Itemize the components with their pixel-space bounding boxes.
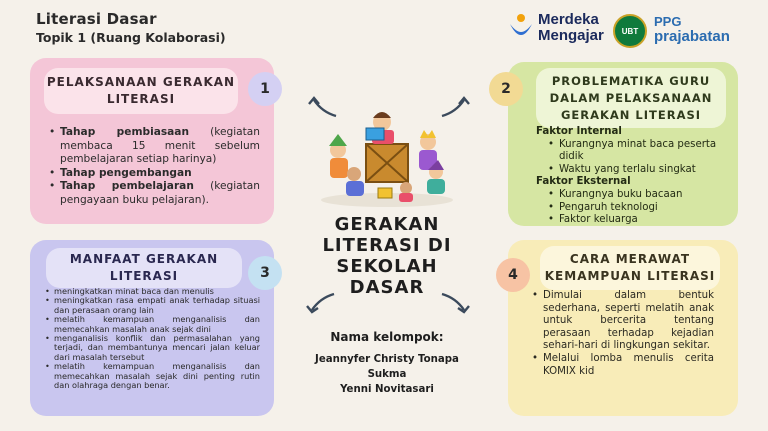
faktor-eksternal-label: Faktor Eksternal bbox=[536, 176, 631, 188]
list-item: • Tahap pembiasaan (kegiatan membaca 15 menit sebelum pembelajaran setiap harinya) bbox=[48, 126, 260, 167]
panel-manfaat bbox=[30, 240, 274, 416]
list-item: • meningkatkan minat baca dan menulis bbox=[44, 287, 260, 296]
faktor-internal-label: Faktor Internal bbox=[536, 126, 622, 137]
panel-cara-merawat-body bbox=[532, 290, 714, 378]
list-item: • Tahap pengembangan bbox=[48, 167, 260, 181]
panel-cara-merawat-title: CARA MERAWAT KEMAMPUAN LITERASI bbox=[540, 246, 720, 290]
page-title: Literasi Dasar bbox=[36, 10, 157, 28]
member-name: Sukma bbox=[367, 369, 407, 380]
panel-problematika-title: PROBLEMATIKA GURU DALAM PELAKSANAAN GERAKAN LITERASI bbox=[536, 68, 726, 128]
panel-problematika-body bbox=[536, 126, 732, 227]
number-badge-4: 4 bbox=[496, 258, 530, 292]
list-item: • Melalui lomba menulis cerita KOMIX kid bbox=[532, 353, 714, 378]
list-item: • Dimulai dalam bentuk sederhana, seperti melatih anak untuk bercerita tentang perasaan terhadap kejadian sehari-hari di lingkungan sekitar. bbox=[532, 290, 714, 353]
panel-pelaksanaan-title: PELAKSANAAN GERAKAN LITERASI bbox=[44, 68, 238, 114]
merdeka-mengajar-logo bbox=[508, 12, 604, 44]
member-name: Jeannyfer Christy Tonapa bbox=[315, 354, 459, 365]
list-item: • menganalisis konflik dan permasalahan yang terjadi, dan membantunya mencari jalan keluar dari masalah tersebut bbox=[44, 334, 260, 362]
panel-manfaat-body bbox=[44, 287, 260, 390]
list-item: • Tahap pembelajaran (kegiatan pengayaan buku pelajaran). bbox=[48, 180, 260, 207]
number-badge-1: 1 bbox=[248, 72, 282, 106]
ppg-prajabatan-logo bbox=[654, 14, 730, 45]
list-item: • Kurangnya buku bacaan bbox=[548, 189, 732, 202]
list-item: • Waktu yang terlalu singkat bbox=[548, 164, 732, 177]
list-item: • Pengaruh teknologi bbox=[548, 202, 732, 215]
list-item: • Faktor keluarga bbox=[548, 214, 732, 227]
group-label: Nama kelompok: bbox=[330, 330, 444, 344]
merdeka-mengajar-line2: Mengajar bbox=[538, 27, 604, 44]
list-item: • melatih kemampuan menganalisis dan memecahkan masalah anak sejak dini bbox=[44, 315, 260, 334]
member-name: Yenni Novitasari bbox=[340, 384, 434, 395]
panel-pelaksanaan-body bbox=[48, 126, 260, 207]
university-seal-logo bbox=[613, 14, 647, 48]
list-item: • melatih kemampuan menganalisis dan memecahkan masalah sejak dini penting rutin dan olahraga dengan benar. bbox=[44, 362, 260, 390]
panel-problematika bbox=[508, 62, 738, 226]
arrow-up-right-icon bbox=[438, 94, 472, 120]
panel-cara-merawat bbox=[508, 240, 738, 416]
page-subtitle: Topik 1 (Ruang Kolaborasi) bbox=[36, 30, 226, 45]
panel-manfaat-title: MANFAAT GERAKAN LITERASI bbox=[46, 248, 242, 288]
list-item: • Kurangnya minat baca peserta didik bbox=[548, 139, 732, 164]
ubt-text: UBT bbox=[621, 26, 639, 36]
panel-pelaksanaan bbox=[30, 58, 274, 224]
group-members bbox=[290, 352, 484, 397]
list-item: • meningkatkan rasa empati anak terhadap situasi dan perasaan orang lain bbox=[44, 296, 260, 315]
center-title: GERAKAN LITERASI DI SEKOLAH DASAR bbox=[322, 214, 452, 298]
ppg-text: PPG bbox=[654, 14, 682, 29]
number-badge-3: 3 bbox=[248, 256, 282, 290]
merdeka-mengajar-icon bbox=[508, 12, 534, 44]
merdeka-mengajar-line1: Merdeka bbox=[538, 11, 599, 28]
prajabatan-text: prajabatan bbox=[654, 28, 730, 45]
arrow-up-left-icon bbox=[306, 94, 340, 120]
number-badge-2: 2 bbox=[489, 72, 523, 106]
